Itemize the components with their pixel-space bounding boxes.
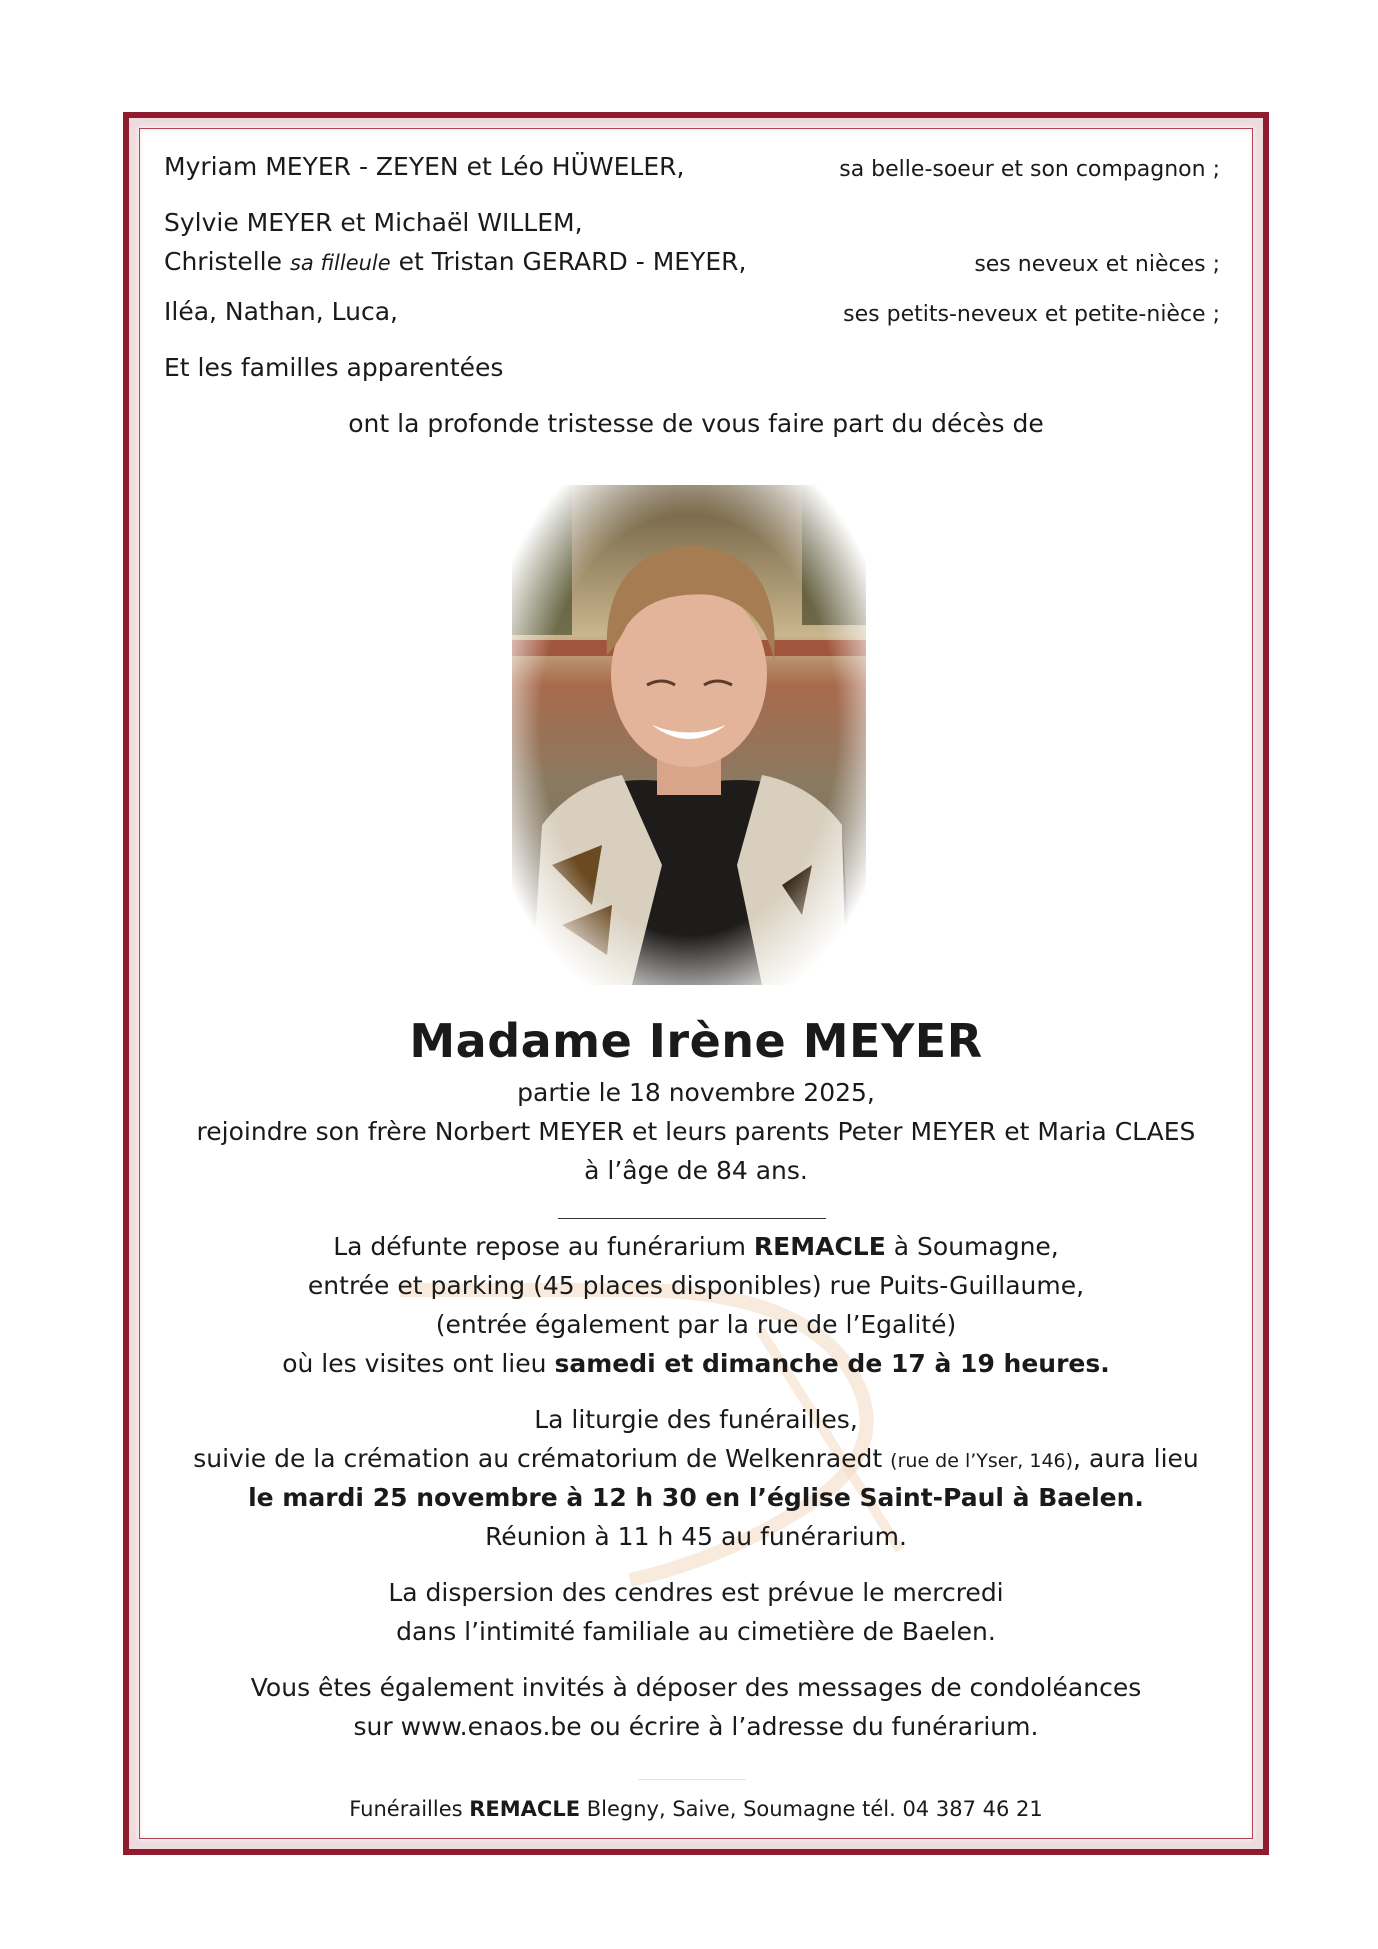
family-line-3-a: Christelle (164, 247, 283, 276)
family-line-1: Myriam MEYER - ZEYEN et Léo HÜWELER, (164, 152, 685, 181)
visit-line-2: entrée et parking (45 places disponibles) rue Puits-Guillaume, (307, 1271, 1085, 1300)
visit-line-1 (123, 1232, 1269, 1262)
family-line-3 (164, 247, 746, 278)
deceased-age: à l’âge de 84 ans. (584, 1156, 808, 1185)
footer-text (123, 1794, 1269, 1824)
family-relation-4: ses petits-neveux et petite-nièce ; (843, 302, 1220, 327)
footer-b: REMACLE (469, 1797, 581, 1821)
footer-c: Blegny, Saive, Soumagne tél. 04 387 46 21 (580, 1797, 1043, 1821)
announcement-text: ont la profonde tristesse de vous faire part du décès de (348, 409, 1044, 438)
ashes-line-2: dans l’intimité familiale au cimetière de Baelen. (396, 1617, 996, 1646)
visit-line-4-a: où les visites ont lieu (282, 1349, 555, 1378)
liturgy-line-2-c: , aura lieu (1073, 1444, 1199, 1473)
visit-line-1-c: à Soumagne, (885, 1232, 1059, 1261)
deceased-rejoin: rejoindre son frère Norbert MEYER et leurs parents Peter MEYER et Maria CLAES (196, 1117, 1196, 1146)
visit-line-4 (123, 1349, 1269, 1379)
visit-line-1-a: La défunte repose au funérarium (333, 1232, 754, 1261)
visit-line-1-b: REMACLE (753, 1232, 886, 1261)
footer-a: Funérailles (349, 1797, 470, 1821)
family-line-5: Et les familles apparentées (164, 353, 504, 382)
ashes-line-1: La dispersion des cendres est prévue le mercredi (388, 1578, 1004, 1607)
family-line-3-italic: sa filleule (289, 251, 391, 275)
condolences-line-1: Vous êtes également invités à déposer des messages de condoléances (250, 1673, 1142, 1702)
liturgy-line-1: La liturgie des funérailles, (534, 1405, 858, 1434)
portrait-photo (512, 485, 866, 985)
family-line-2: Sylvie MEYER et Michaël WILLEM, (164, 208, 583, 237)
deceased-name: Madame Irène MEYER (409, 1014, 983, 1068)
liturgy-line-2-a: suivie de la crémation au crématorium de Welkenraedt (193, 1444, 891, 1473)
divider (558, 1218, 826, 1219)
visit-line-3: (entrée également par la rue de l’Egalité) (435, 1310, 957, 1339)
footer-divider (638, 1779, 746, 1780)
family-relation-3: ses neveux et nièces ; (974, 252, 1220, 277)
deceased-date: partie le 18 novembre 2025, (517, 1078, 875, 1107)
liturgy-line-2 (123, 1444, 1269, 1476)
liturgy-line-3: le mardi 25 novembre à 12 h 30 en l’église Saint-Paul à Baelen. (248, 1483, 1144, 1512)
visit-line-4-b: samedi et dimanche de 17 à 19 heures. (554, 1349, 1110, 1378)
family-line-3-b: et Tristan GERARD - MEYER, (398, 247, 747, 276)
liturgy-line-4: Réunion à 11 h 45 au funérarium. (485, 1522, 907, 1551)
condolences-line-2: sur www.enaos.be ou écrire à l’adresse du funérarium. (353, 1712, 1039, 1741)
family-relation-1: sa belle-soeur et son compagnon ; (839, 157, 1220, 182)
liturgy-line-2-b: (rue de l’Yser, 146) (890, 1450, 1074, 1472)
family-line-4: Iléa, Nathan, Luca, (164, 297, 398, 326)
